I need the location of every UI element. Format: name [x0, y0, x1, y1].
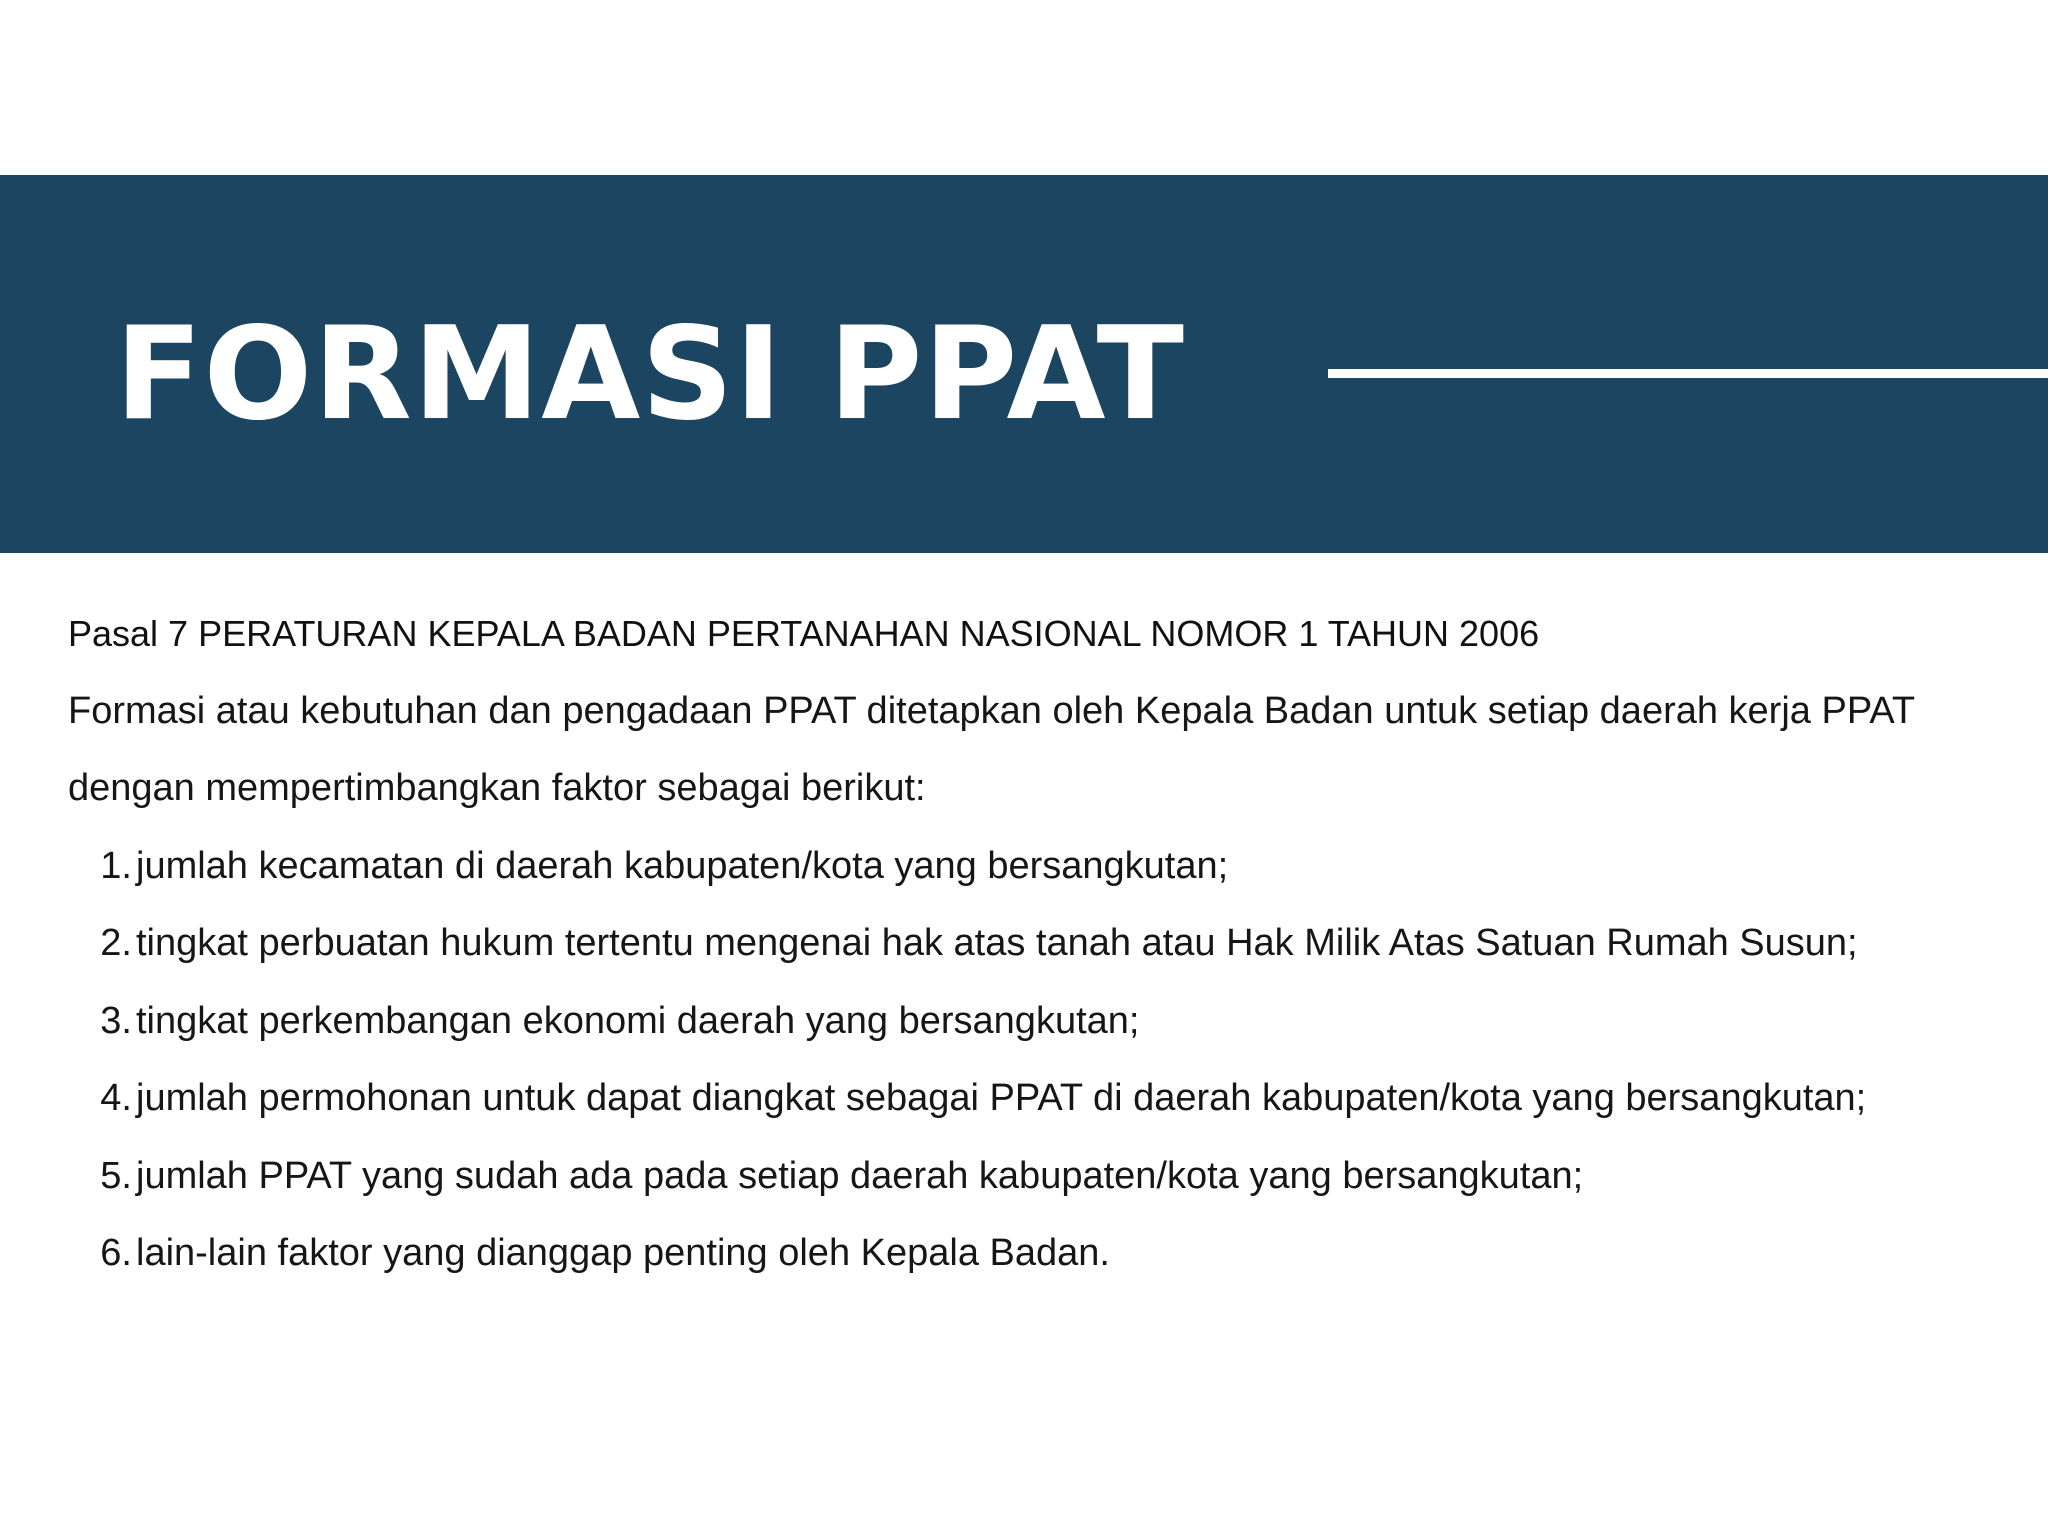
list-item: [68, 1215, 1988, 1293]
list-item-number: 4.: [100, 1077, 132, 1119]
list-item-number: 6.: [100, 1232, 132, 1274]
list-item-text: jumlah kecamatan di daerah kabupaten/kota yang bersangkutan;: [136, 844, 1229, 887]
document-body: [68, 595, 1988, 1293]
list-item-text: tingkat perkembangan ekonomi daerah yang bersangkutan;: [136, 999, 1140, 1042]
list-item: [68, 828, 1988, 906]
list-item: [68, 905, 1988, 983]
factor-list: [68, 828, 1988, 1293]
list-item: [68, 1060, 1988, 1138]
list-item: [68, 1138, 1988, 1216]
regulation-heading: Pasal 7 PERATURAN KEPALA BADAN PERTANAHAN NASIONAL NOMOR 1 TAHUN 2006: [68, 613, 1540, 654]
list-item-text: tingkat perbuatan hukum tertentu mengenai hak atas tanah atau Hak Milik Atas Satuan Rumah Susun;: [136, 922, 1858, 964]
page-title: FORMASI PPAT: [115, 300, 1185, 449]
title-divider-line: [1328, 369, 2048, 378]
list-item-number: 2.: [100, 922, 132, 964]
intro-paragraph: Formasi atau kebutuhan dan pengadaan PPAT ditetapkan oleh Kepala Badan untuk setiap daerah kerja PPAT dengan mempertimbangkan faktor sebagai berikut:: [68, 689, 1915, 809]
list-item: [68, 983, 1988, 1061]
list-item-number: 1.: [100, 844, 132, 887]
list-item-number: 3.: [100, 999, 132, 1042]
list-item-text: jumlah permohonan untuk dapat diangkat sebagai PPAT di daerah kabupaten/kota yang bersangkutan;: [136, 1077, 1867, 1119]
list-item-number: 5.: [100, 1154, 132, 1197]
list-item-text: lain-lain faktor yang dianggap penting oleh Kepala Badan.: [136, 1232, 1110, 1274]
list-item-text: jumlah PPAT yang sudah ada pada setiap daerah kabupaten/kota yang bersangkutan;: [136, 1154, 1584, 1197]
